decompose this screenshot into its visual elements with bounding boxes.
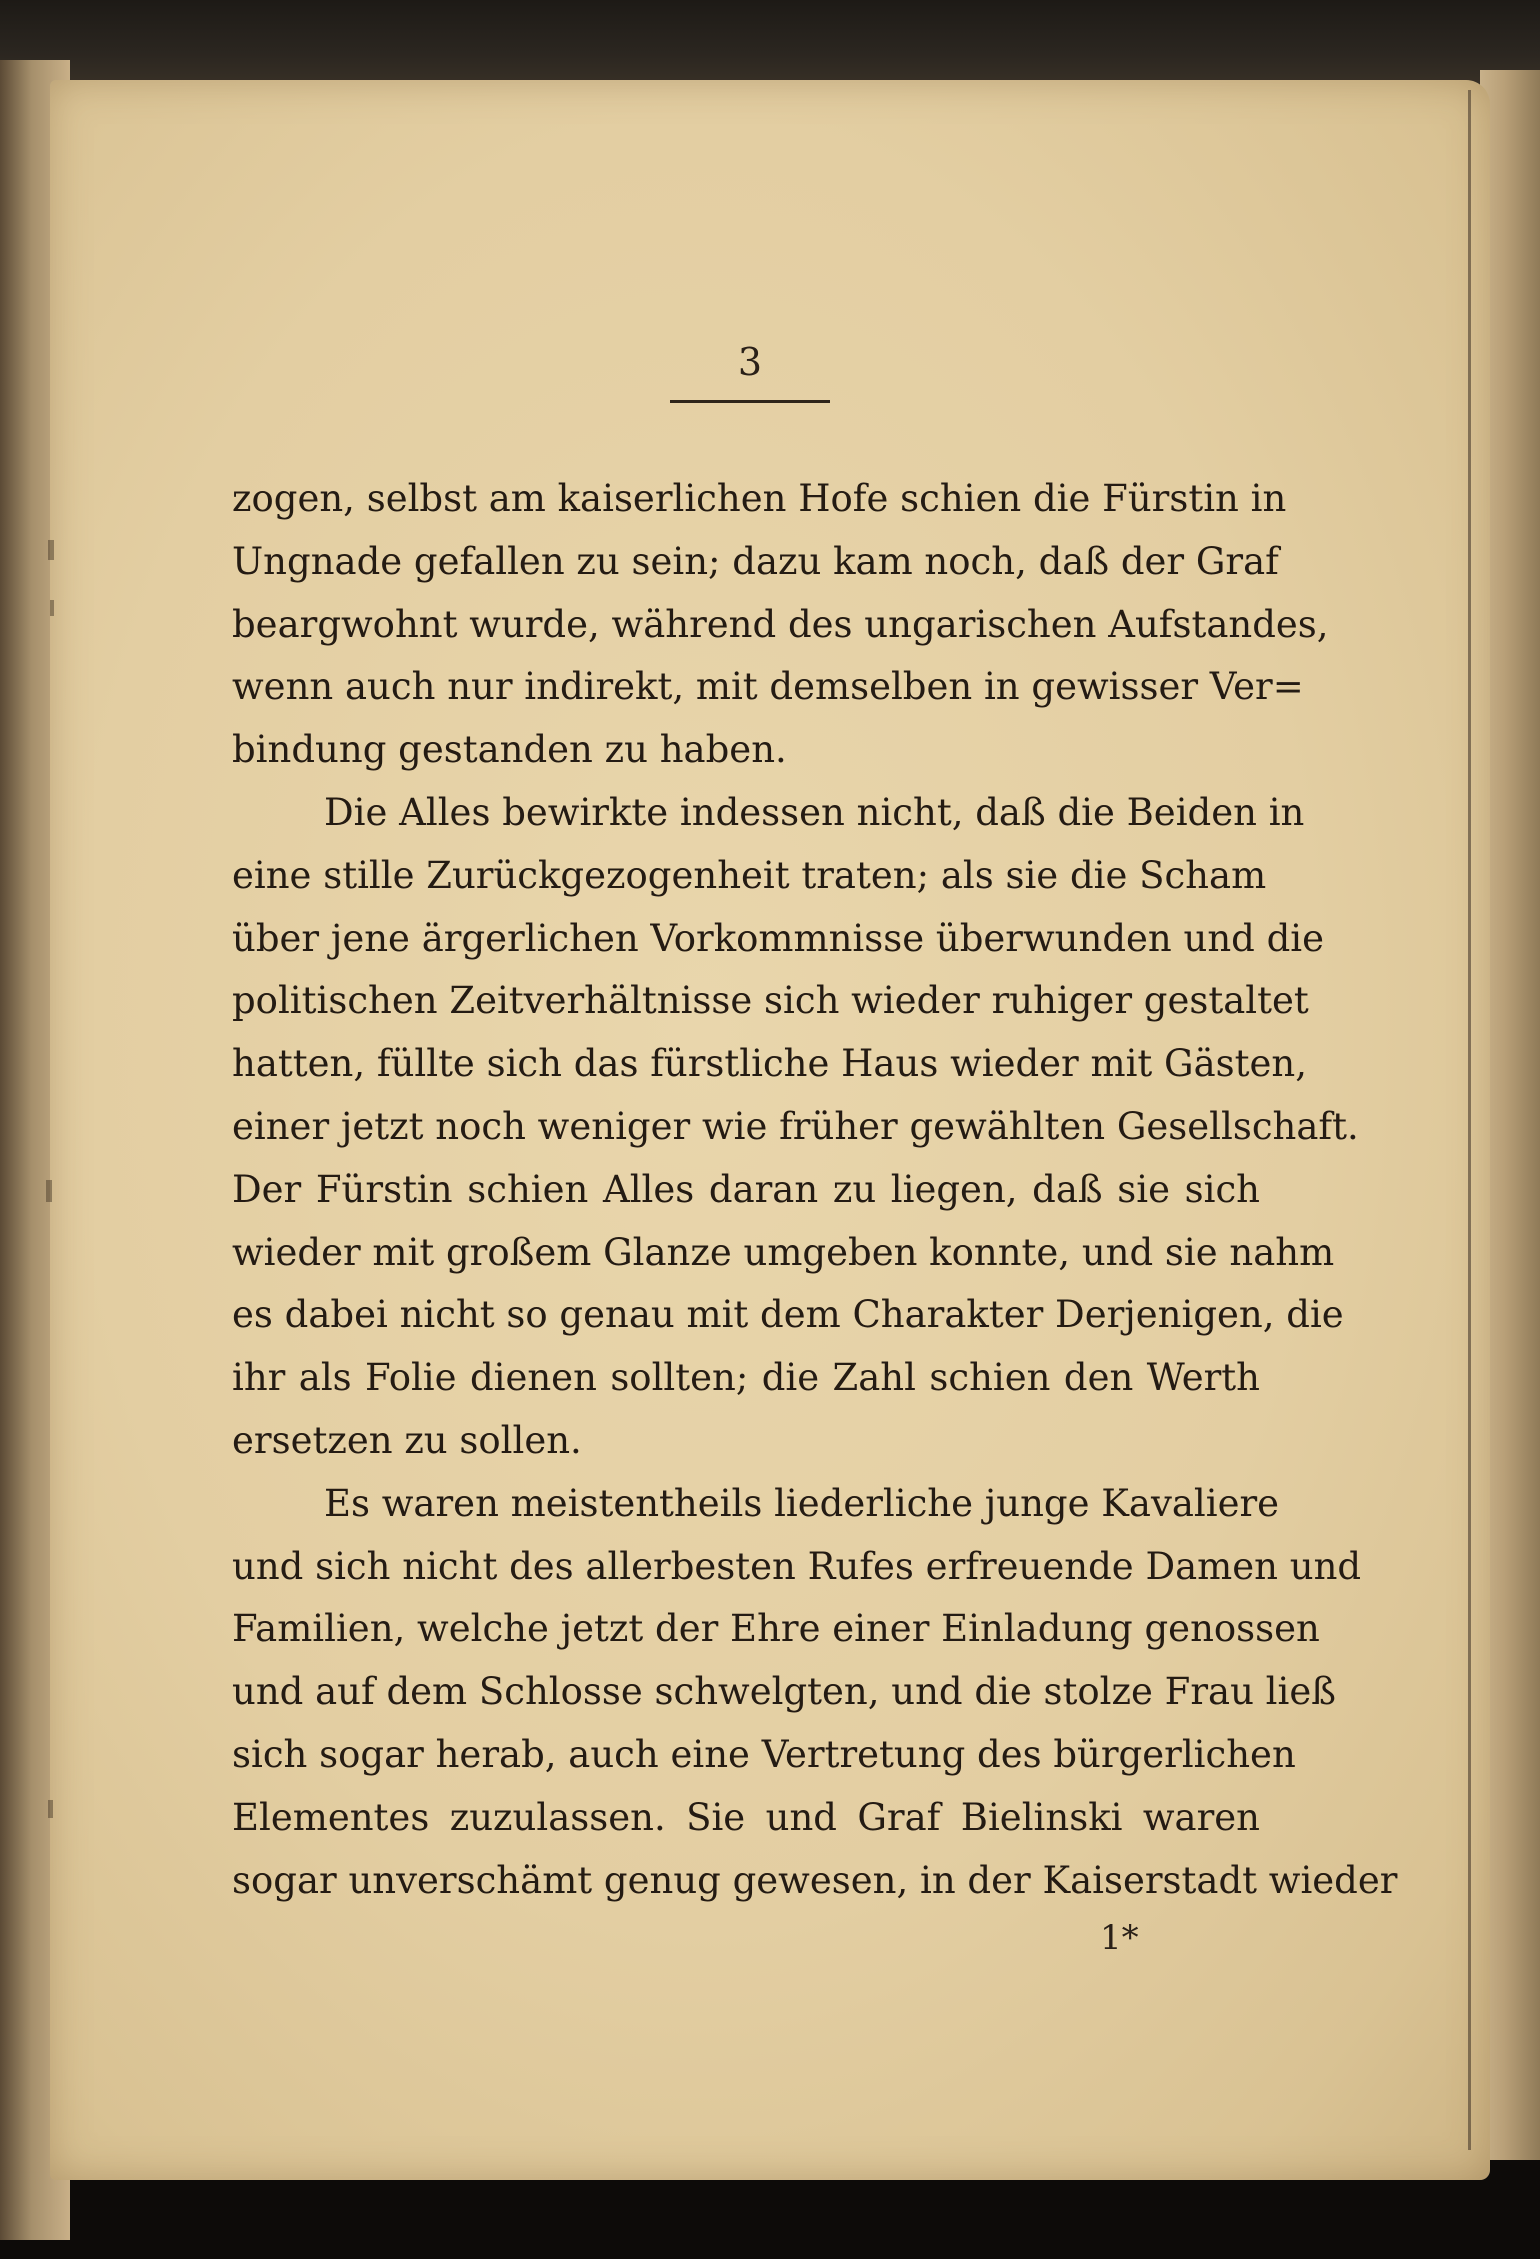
text-line: und sich nicht des allerbesten Rufes erfreuende Damen und (232, 1544, 1362, 1588)
text-line: bindung gestanden zu haben. (232, 728, 787, 772)
text-line: Es waren meistentheils liederliche junge Kavaliere (324, 1481, 1280, 1525)
text-line: politischen Zeitverhältnisse sich wieder ruhiger gestaltet (232, 979, 1309, 1023)
text-line: sich sogar herab, auch eine Vertretung des bürgerlichen (232, 1732, 1296, 1776)
text-line: einer jetzt noch weniger wie früher gewählten Gesellschaft. (232, 1104, 1359, 1148)
signature-mark: 1* (1100, 1918, 1139, 1958)
text-line: Ungnade gefallen zu sein; dazu kam noch, daß der Graf (232, 539, 1279, 583)
text-line: und auf dem Schlosse schwelgten, und die stolze Frau ließ (232, 1670, 1336, 1714)
page-number: 3 (737, 340, 763, 384)
margin-mark (48, 540, 54, 560)
margin-mark (50, 600, 54, 616)
text-line: eine stille Zurückgezogenheit traten; als sie die Scham (232, 853, 1267, 897)
text-line: Elementes zuzulassen. Sie und Graf Bielinski waren (232, 1795, 1260, 1839)
margin-mark (46, 1180, 52, 1202)
body-text (232, 468, 1398, 1912)
text-line: zogen, selbst am kaiserlichen Hofe schien die Fürstin in (232, 477, 1287, 520)
text-line: Die Alles bewirkte indessen nicht, daß die Beiden in (324, 790, 1305, 834)
margin-mark (48, 1800, 53, 1818)
scan-background-top (0, 0, 1540, 90)
text-line: wieder mit großem Glanze umgeben konnte, und sie nahm (232, 1230, 1335, 1274)
text-line: es dabei nicht so genau mit dem Charakter Derjenigen, die (232, 1293, 1344, 1337)
text-line: hatten, füllte sich das fürstliche Haus wieder mit Gästen, (232, 1042, 1308, 1086)
text-line: ihr als Folie dienen sollten; die Zahl schien den Werth (232, 1356, 1260, 1400)
text-line: Familien, welche jetzt der Ehre einer Einladung genossen (232, 1607, 1320, 1651)
page-number-rule (670, 400, 830, 403)
text-line: sogar unverschämt genug gewesen, in der Kaiserstadt wieder (232, 1858, 1398, 1902)
page-edge-line (1468, 90, 1471, 2150)
text-line: beargwohnt wurde, während des ungarischen Aufstandes, (232, 602, 1329, 646)
text-line: wenn auch nur indirekt, mit demselben in gewisser Ver= (232, 665, 1304, 709)
text-line: Der Fürstin schien Alles daran zu liegen, daß sie sich (232, 1167, 1260, 1211)
text-line: ersetzen zu sollen. (232, 1418, 582, 1462)
text-line: über jene ärgerlichen Vorkommnisse überwunden und die (232, 916, 1325, 960)
